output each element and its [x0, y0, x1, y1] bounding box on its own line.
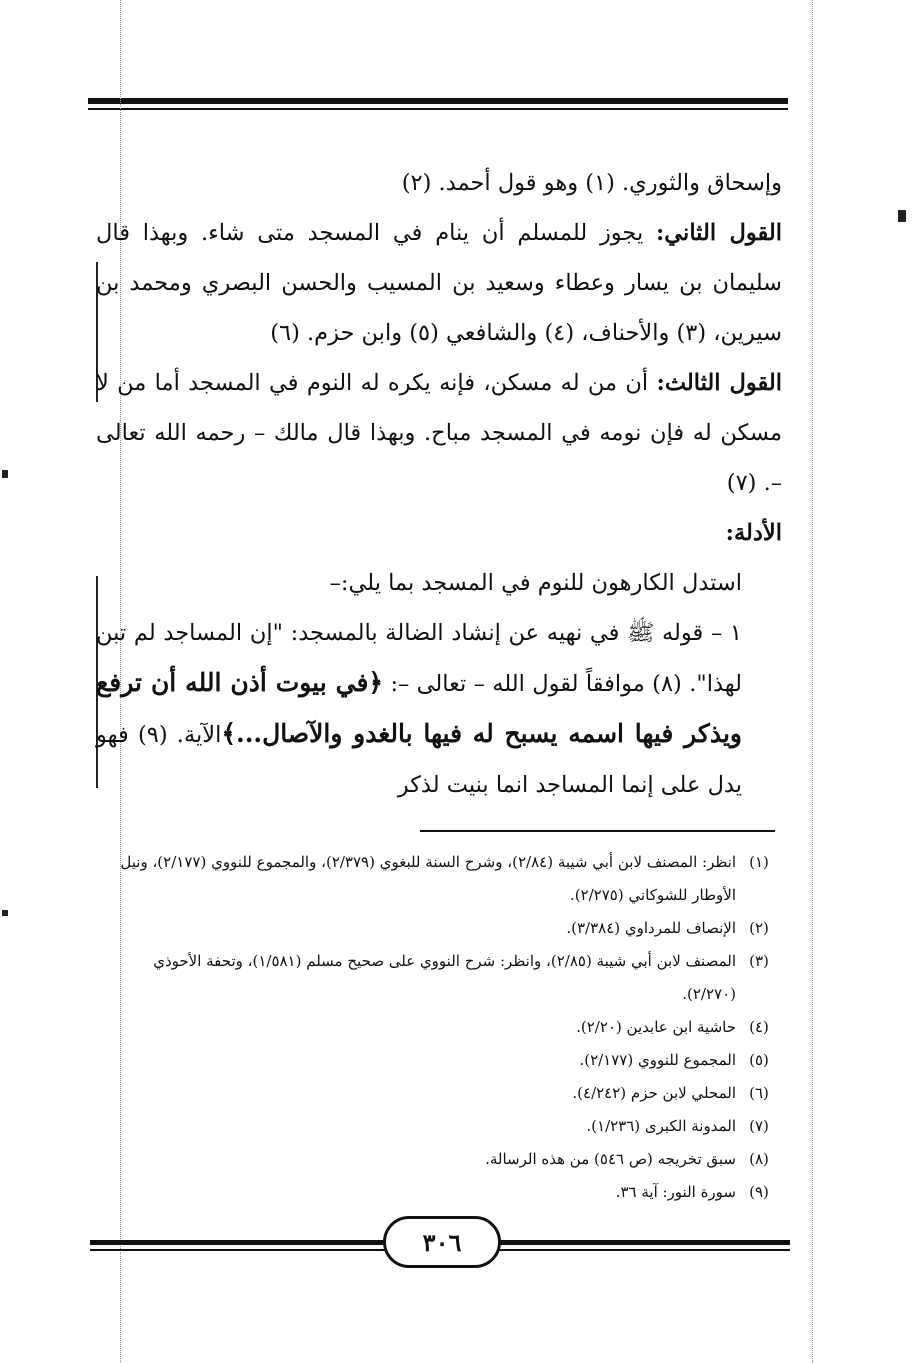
evidence-intro: استدل الكارهون للنوم في المسجد بما يلي:–: [329, 570, 742, 596]
footnote-number: (٣): [749, 952, 769, 970]
footnote-number: (٢): [749, 919, 769, 937]
footnote-number: (٦): [749, 1084, 769, 1102]
margin-mark: [898, 210, 906, 222]
evidence-heading: الأدلة:: [725, 520, 782, 546]
point1-tail: الآية. (٩) فهو يدل على إنما المساجد انما بنيت لذكر: [96, 722, 742, 798]
second-opinion-text: يجوز للمسلم أن ينام في المسجد متى شاء. وبهذا قال سليمان بن يسار وعطاء وسعيد بن المسيب والحسن البصري ومحمد بن سيرين، (٣) والأحناف، (٤) والشافعي (٥) وابن حزم. (٦): [96, 220, 782, 346]
third-opinion-label: القول الثالث:: [656, 370, 782, 396]
main-text: [96, 158, 782, 810]
quran-verse: ﴿في بيوت أذن الله أن ترفع ويذكر فيها اسمه يسبح له فيها بالغدو والآصال...﴾: [96, 668, 742, 748]
footnote-text: الإنصاف للمرداوي (٣/٣٨٤).: [566, 919, 736, 937]
footnote-item: [96, 912, 782, 945]
footnote-text: المحلي لابن حزم (٤/٢٤٢).: [572, 1084, 736, 1102]
footnotes: [96, 846, 782, 1209]
footnote-text: المجموع للنووي (٢/١٧٧).: [579, 1051, 736, 1069]
point1-text: ١ – قوله ﷺ في نهيه عن إنشاد الضالة بالمسجد: "إن المساجد لم تبن لهذا". (٨) موافقاً لقول الله – تعالى –:: [96, 620, 742, 697]
footnote-separator: [420, 830, 775, 832]
third-opinion-text: أن من له مسكن، فإنه يكره له النوم في المسجد أما من لا مسكن له فإن نومه في المسجد مباح. وبهذا قال مالك – رحمه الله تعالى –. (٧): [96, 370, 782, 496]
footnote-text: سبق تخريجه (ص ٥٤٦) من هذه الرسالة.: [485, 1150, 736, 1168]
footnote-item: [96, 1044, 782, 1077]
footnote-number: (٨): [749, 1150, 769, 1168]
margin-mark: [2, 910, 8, 916]
footnote-number: (٥): [749, 1051, 769, 1069]
paragraph-second-opinion: [96, 208, 782, 358]
footnote-item: [96, 1110, 782, 1143]
footnote-text: المصنف لابن أبي شيبة (٢/٨٥)، وانظر: شرح النووي على صحيح مسلم (١/٥٨١)، وتحفة الأحوذي (٢/٢٧٠).: [153, 952, 736, 1003]
footnote-number: (٩): [749, 1183, 769, 1201]
footnote-item: [96, 846, 782, 912]
paragraph-line1: وإسحاق والثوري. (١) وهو قول أحمد. (٢): [401, 170, 782, 196]
margin-mark: [2, 470, 8, 478]
footnote-item: [96, 1011, 782, 1044]
footnote-number: (٤): [749, 1018, 769, 1036]
footnote-number: (١): [749, 853, 769, 871]
footnote-item: [96, 1176, 782, 1209]
evidence-point-1: [96, 608, 782, 810]
footnote-item: [96, 1143, 782, 1176]
footnote-text: انظر: المصنف لابن أبي شيبة (٢/٨٤)، وشرح السنة للبغوي (٢/٣٧٩)، والمجموع للنووي (٢/١٧٧)، ونيل الأوطار للشوكاني (٢/٢٧٥).: [120, 853, 736, 904]
paragraph-third-opinion: [96, 358, 782, 508]
footnote-text: سورة النور: آية ٣٦.: [615, 1183, 736, 1201]
footnote-item: [96, 945, 782, 1011]
footnote-text: حاشية ابن عابدين (٢/٢٠).: [576, 1018, 736, 1036]
header-rule-thin: [88, 108, 788, 110]
header-rule: [88, 98, 788, 104]
second-opinion-label: القول الثاني:: [656, 220, 782, 246]
page-number: ٣٠٦: [383, 1216, 501, 1268]
footnote-number: (٧): [749, 1117, 769, 1135]
footnote-item: [96, 1077, 782, 1110]
footnote-text: المدونة الكبرى (١/٢٣٦).: [586, 1117, 736, 1135]
scan-guide-line: [812, 0, 813, 1363]
